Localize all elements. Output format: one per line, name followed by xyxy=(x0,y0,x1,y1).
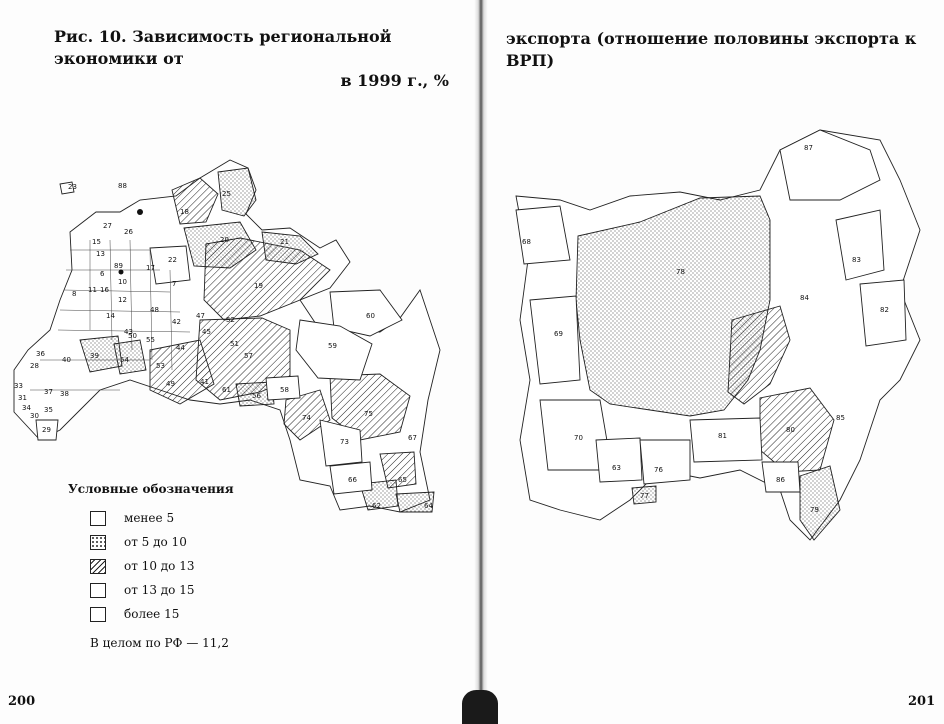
region-label-36: 36 xyxy=(36,350,45,358)
region-label-26: 26 xyxy=(124,228,133,236)
region-label-15: 15 xyxy=(92,238,101,246)
map-legend xyxy=(68,482,328,650)
legend-item xyxy=(90,578,328,602)
region-label-18: 18 xyxy=(180,208,189,216)
region-label-47: 47 xyxy=(196,312,205,320)
legend-item xyxy=(90,506,328,530)
map-east-russia xyxy=(484,0,944,724)
region-label-51: 51 xyxy=(230,340,239,348)
region-label-62: 62 xyxy=(372,502,381,510)
region-label-39: 39 xyxy=(90,352,99,360)
region-label-30: 30 xyxy=(30,412,39,420)
region-label-81: 81 xyxy=(718,432,727,440)
title-line-2: в 1999 г., % xyxy=(340,71,449,90)
region-label-20: 20 xyxy=(220,236,229,244)
legend-item xyxy=(90,530,328,554)
region-label-28: 28 xyxy=(30,362,39,370)
region-label-69: 69 xyxy=(554,330,563,338)
region-label-58: 58 xyxy=(280,386,289,394)
swatch-blank-icon xyxy=(90,607,106,622)
region-label-48: 48 xyxy=(150,306,159,314)
region-label-61: 61 xyxy=(222,386,231,394)
region-label-88: 88 xyxy=(118,182,127,190)
legend-label: от 5 до 10 xyxy=(124,535,187,549)
region-label-14: 14 xyxy=(106,312,115,320)
region-54 xyxy=(114,340,146,374)
region-label-38: 38 xyxy=(60,390,69,398)
legend-item xyxy=(90,602,328,626)
region-label-50: 50 xyxy=(128,332,137,340)
region-label-78: 78 xyxy=(676,268,685,276)
region-label-86: 86 xyxy=(776,476,785,484)
region-label-42: 42 xyxy=(172,318,181,326)
region-label-77: 77 xyxy=(640,492,649,500)
title-line-1: Рис. 10. Зависимость региональной экономики от xyxy=(54,27,392,68)
region-label-70: 70 xyxy=(574,434,583,442)
swatch-hatch-icon xyxy=(90,559,106,574)
region-label-79: 79 xyxy=(810,506,819,514)
swatch-blank-icon xyxy=(90,511,106,526)
figure-title-right: экспорта (отношение половины экспорта к ВРП) xyxy=(506,29,917,70)
page-number-left: 200 xyxy=(8,694,36,709)
region-label-67: 67 xyxy=(408,434,417,442)
region-label-17: 17 xyxy=(146,264,155,272)
region-63 xyxy=(596,438,642,482)
region-label-64: 64 xyxy=(424,502,433,510)
region-label-85: 85 xyxy=(836,414,845,422)
page-number-right: 201 xyxy=(908,694,936,709)
legend-total: В целом по РФ — 11,2 xyxy=(90,636,229,650)
legend-label: более 15 xyxy=(124,607,180,621)
region-label-56: 56 xyxy=(252,392,261,400)
region-label-33: 33 xyxy=(14,382,23,390)
region-label-84: 84 xyxy=(800,294,809,302)
legend-label: от 13 до 15 xyxy=(124,583,195,597)
region-label-83: 83 xyxy=(852,256,861,264)
region-label-54: 54 xyxy=(120,356,129,364)
region-label-57: 57 xyxy=(244,352,253,360)
region-label-11: 11 xyxy=(88,286,97,294)
region-label-35: 35 xyxy=(44,406,53,414)
region-label-29: 29 xyxy=(42,426,51,434)
region-label-21: 21 xyxy=(280,238,289,246)
region-label-68: 68 xyxy=(522,238,531,246)
legend-label: от 10 до 13 xyxy=(124,559,195,573)
region-label-37: 37 xyxy=(44,388,53,396)
region-label-63: 63 xyxy=(612,464,621,472)
region-label-89: 89 xyxy=(114,262,123,270)
region-label-7: 7 xyxy=(172,280,177,288)
region-label-43: 43 xyxy=(124,328,133,336)
region-label-49: 49 xyxy=(166,380,175,388)
region-label-60: 60 xyxy=(366,312,375,320)
region-label-12: 12 xyxy=(118,296,127,304)
region-68 xyxy=(516,206,570,264)
region-label-27: 27 xyxy=(103,222,112,230)
region-label-22: 22 xyxy=(168,256,177,264)
region-label-34: 34 xyxy=(22,404,31,412)
region-label-19: 19 xyxy=(254,282,263,290)
region-label-75: 75 xyxy=(364,410,373,418)
region-label-53: 53 xyxy=(156,362,165,370)
swatch-blank-icon xyxy=(90,583,106,598)
region-label-13: 13 xyxy=(96,250,105,258)
region-81 xyxy=(690,418,762,462)
legend-title: Условные обозначения xyxy=(68,482,234,496)
swatch-dots-icon xyxy=(90,535,106,550)
region-label-52: 52 xyxy=(226,316,235,324)
region-label-31: 31 xyxy=(18,394,27,402)
region-label-76: 76 xyxy=(654,466,663,474)
region-label-45: 45 xyxy=(202,328,211,336)
region-label-10: 10 xyxy=(118,278,127,286)
region-label-25: 25 xyxy=(222,190,231,198)
region-label-65: 65 xyxy=(398,476,407,484)
region-label-16: 16 xyxy=(100,286,109,294)
region-label-66: 66 xyxy=(348,476,357,484)
region-label-23: 23 xyxy=(68,183,77,191)
region-label-80: 80 xyxy=(786,426,795,434)
region-label-8: 8 xyxy=(72,290,77,298)
legend-item xyxy=(90,554,328,578)
region-label-6: 6 xyxy=(100,270,105,278)
region-label-40: 40 xyxy=(62,356,71,364)
legend-label: менее 5 xyxy=(124,511,175,525)
region-label-87: 87 xyxy=(804,144,813,152)
region-label-55: 55 xyxy=(146,336,155,344)
region-label-41: 41 xyxy=(200,378,209,386)
region-label-59: 59 xyxy=(328,342,337,350)
region-label-82: 82 xyxy=(880,306,889,314)
region-76 xyxy=(640,440,690,484)
region-label-44: 44 xyxy=(176,344,185,352)
region-label-73: 73 xyxy=(340,438,349,446)
region-label-74: 74 xyxy=(302,414,311,422)
